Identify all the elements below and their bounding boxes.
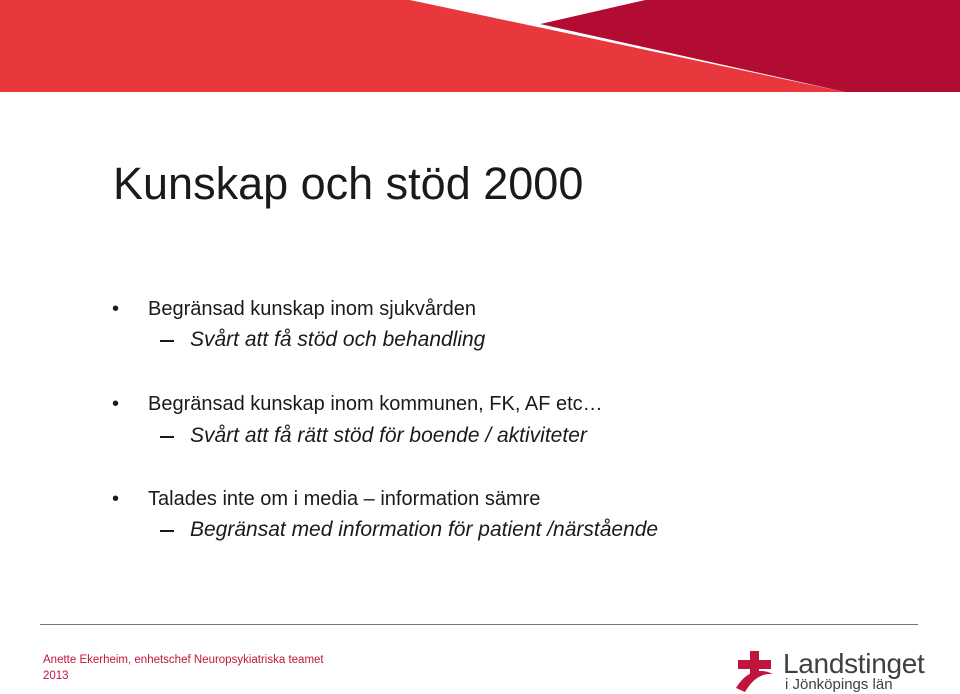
bullet-marker: •: [112, 298, 120, 320]
bullet-text: Talades inte om i media – information sämre: [148, 488, 541, 510]
slide-title: Kunskap och stöd 2000: [113, 158, 584, 209]
sub-bullet-text: Svårt att få stöd och behandling: [190, 328, 486, 351]
bullet-marker: •: [112, 393, 120, 415]
sub-bullet-item: [0, 325, 960, 357]
bullet-text: Begränsad kunskap inom sjukvården: [148, 298, 476, 320]
sub-bullet-item: [0, 421, 960, 453]
sub-bullet-text: Begränsat med information för patient /närstående: [190, 518, 659, 541]
footer-credit: Anette Ekerheim, enhetschef Neuropsykiatriska teamet 2013: [43, 654, 324, 682]
bullet-item: [0, 484, 960, 516]
bullet-text: Begränsad kunskap inom kommunen, FK, AF etc…: [148, 393, 603, 415]
sub-bullet-item: [0, 515, 960, 547]
bullet-marker: •: [112, 488, 120, 510]
logo-region: i Jönköpings län: [785, 676, 893, 693]
bullet-item: [0, 389, 960, 421]
red-cross-swoosh-icon: [733, 648, 777, 694]
dash-marker: [160, 436, 174, 438]
bullet-item: [0, 294, 960, 326]
footer-divider: [40, 624, 918, 625]
organization-logo: [733, 646, 933, 694]
dash-marker: [160, 340, 174, 342]
header-band: [0, 0, 960, 92]
logo-name: Landstinget: [783, 648, 925, 679]
sub-bullet-text: Svårt att få rätt stöd för boende / aktiviteter: [190, 424, 587, 447]
dash-marker: [160, 530, 174, 532]
